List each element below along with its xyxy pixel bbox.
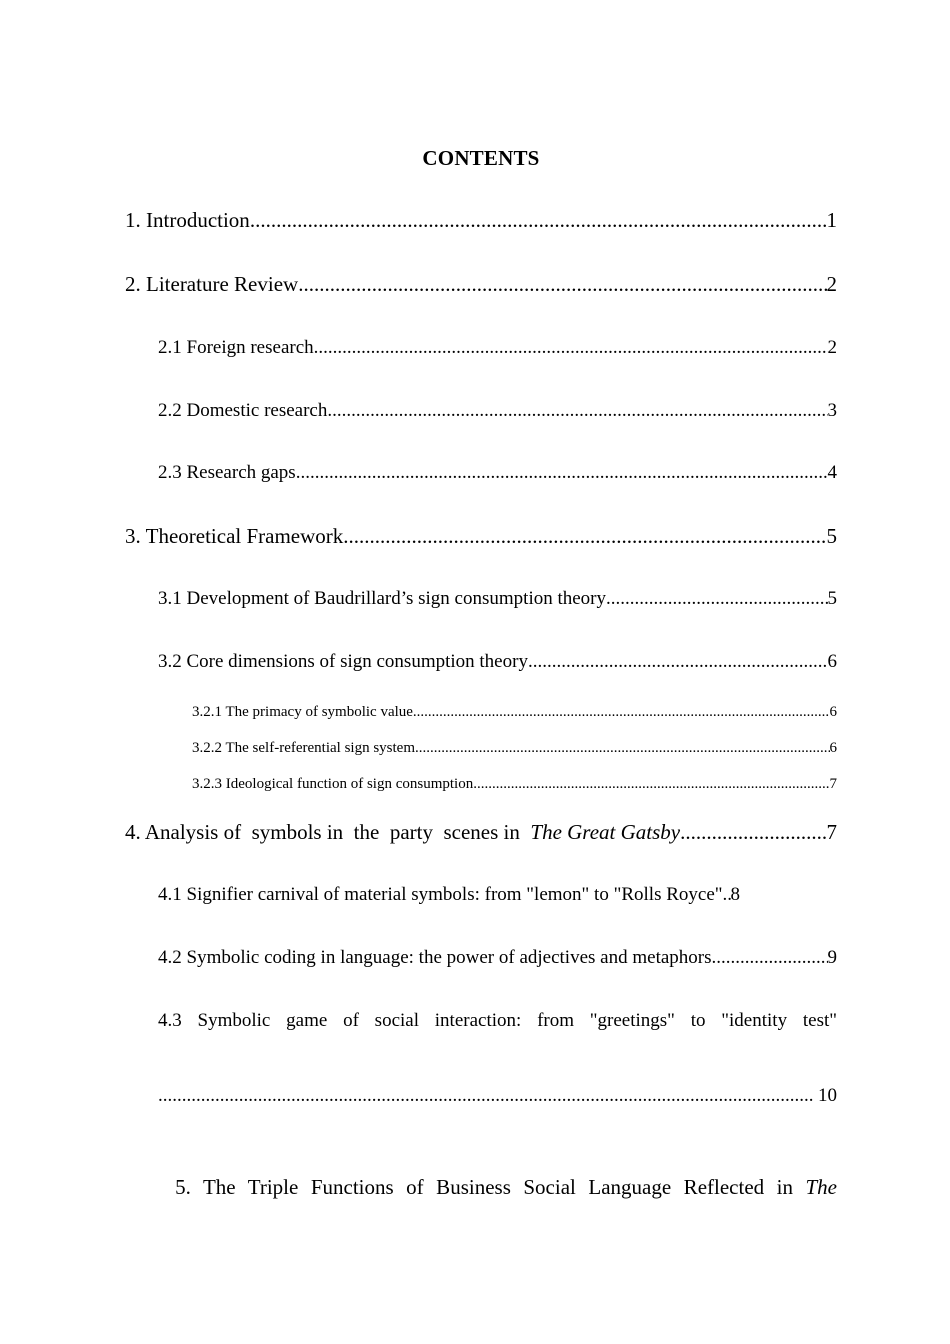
toc-entry-label-italic: The Great Gatsby <box>530 820 681 844</box>
toc-entry-label: 2. Literature Review <box>125 272 299 296</box>
toc-leader-dots <box>343 522 826 550</box>
toc-leader-dots <box>413 702 830 722</box>
toc-entry-label: 5. The Triple Functions of Business Social Language Reflected in <box>175 1175 806 1199</box>
toc-entry-label: 3.2 Core dimensions of sign consumption theory <box>158 651 528 672</box>
toc-page-number: 1 <box>826 208 837 232</box>
toc-entry-label: 4.3 Symbolic game of social interaction: from "greetings" to "identity test" <box>158 1010 837 1031</box>
toc-entry-label: 3.2.3 Ideological function of sign consumption <box>192 776 474 792</box>
toc-entry-material-symbols[interactable] <box>158 882 837 908</box>
toc-page-number: 9 <box>827 947 837 968</box>
toc-leader-dots <box>158 1083 814 1109</box>
toc-entry-label: 2.3 Research gaps <box>158 462 296 483</box>
toc-leader-dots <box>296 460 828 486</box>
toc-page-number: 2 <box>827 337 837 358</box>
toc-entry-domestic-research[interactable] <box>158 398 837 424</box>
toc-leader-dots <box>680 818 826 846</box>
toc-leader-dots <box>473 774 829 794</box>
toc-entry-label: 1. Introduction <box>125 208 250 232</box>
toc-entry-theoretical-framework[interactable] <box>125 522 837 550</box>
toc-leader-dots <box>250 206 827 234</box>
toc-entry-label-italic: The <box>805 1175 837 1199</box>
toc-page-number: 5 <box>827 588 837 609</box>
toc-page-number: 7 <box>829 776 837 792</box>
toc-entry-label: 2.1 Foreign research <box>158 337 314 358</box>
toc-page-number: 5 <box>826 524 837 548</box>
toc-page-number: 2 <box>826 272 837 296</box>
toc-page-number: 6 <box>827 651 837 672</box>
toc-leader-dots <box>712 945 828 971</box>
toc-entry-foreign-research[interactable] <box>158 335 837 361</box>
toc-entry-sign-system[interactable] <box>192 738 837 758</box>
toc-leader-spacer <box>723 882 731 908</box>
toc-leader-dots <box>327 398 827 424</box>
toc-entry-symbolic-value[interactable] <box>192 702 837 722</box>
toc-leader-dots <box>606 586 827 612</box>
toc-leader-dots <box>415 738 830 758</box>
toc-page-number: 6 <box>829 704 837 720</box>
toc-entry-social-interaction-leader[interactable] <box>158 1083 837 1109</box>
toc-entry-label: 3.2.2 The self-referential sign system <box>192 740 415 756</box>
toc-page-number: 10 <box>818 1085 837 1106</box>
toc-entry-symbolic-coding[interactable] <box>158 945 837 971</box>
toc-entry-baudrillard-theory[interactable] <box>158 586 837 612</box>
page-title: CONTENTS <box>422 146 540 170</box>
toc-page-number: 4 <box>827 462 837 483</box>
toc-entry-research-gaps[interactable] <box>158 460 837 486</box>
toc-entry-label: 2.2 Domestic research <box>158 400 328 421</box>
toc-entry-label: 3. Theoretical Framework <box>125 524 344 548</box>
toc-page-number: 8 <box>730 884 741 905</box>
toc-entry-label: 4. Analysis of symbols in the party scenes in <box>125 820 531 844</box>
toc-page-number: 3 <box>827 400 837 421</box>
toc-entry-label: 4.2 Symbolic coding in language: the power of adjectives and metaphors <box>158 947 712 968</box>
toc-page-number: 7 <box>826 820 837 844</box>
toc-leader-dots <box>528 649 828 675</box>
toc-entry-core-dimensions[interactable] <box>158 649 837 675</box>
toc-entry-literature-review[interactable] <box>125 270 837 298</box>
toc-entry-social-interaction[interactable] <box>158 1008 837 1034</box>
toc-leader-dots <box>298 270 826 298</box>
toc-entry-label: 4.1 Signifier carnival of material symbols: from "lemon" to "Rolls Royce" <box>158 884 723 905</box>
toc-entry-analysis-gatsby[interactable] <box>125 818 837 846</box>
toc-entry-ideological-function[interactable] <box>192 774 837 794</box>
toc-entry-introduction[interactable] <box>125 206 837 234</box>
toc-page-number: 6 <box>829 740 837 756</box>
toc-entry-label: 3.1 Development of Baudrillard’s sign consumption theory <box>158 588 607 609</box>
toc-leader-dots <box>314 335 828 361</box>
toc-entry-label: 3.2.1 The primacy of symbolic value <box>192 704 413 720</box>
toc-entry-triple-functions[interactable] <box>125 1145 837 1229</box>
